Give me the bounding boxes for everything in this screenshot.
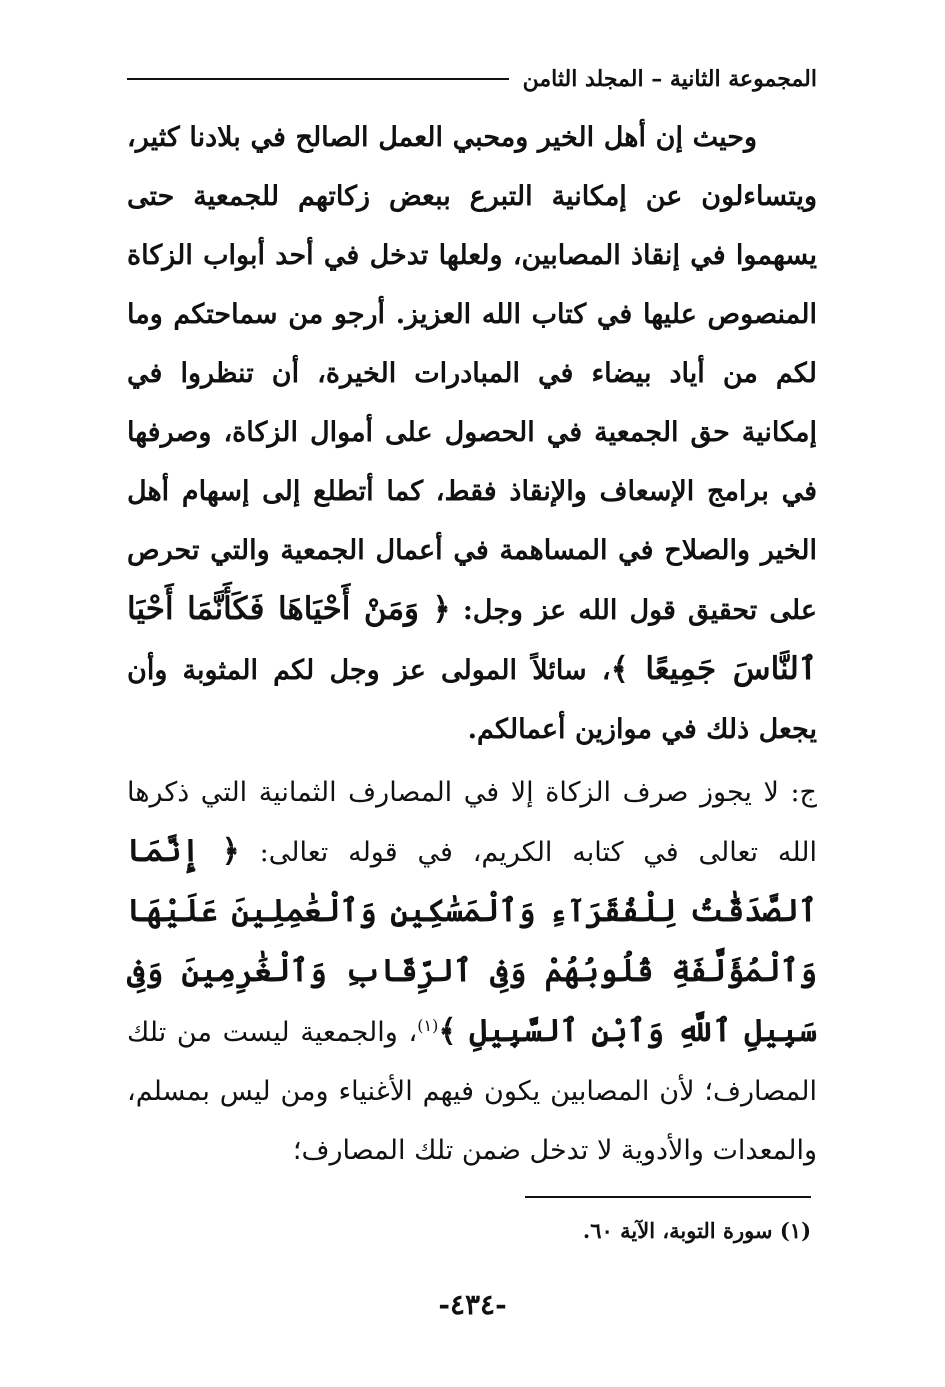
header-rule <box>127 78 509 80</box>
answer-verse: ﴿ إِنَّمَا ٱلصَّدَقَٰتُ لِلْفُقَرَآءِ وَٱلْمَسَٰكِينِ وَٱلْعَٰمِلِينَ عَلَيْهَا وَٱلْمُؤَلَّفَةِ قُلُوبُهُمْ وَفِى ٱلرِّقَابِ وَٱلْغَٰرِمِينَ وَفِى سَبِيلِ ٱللَّهِ وَٱبْنِ ٱلسَّبِيلِ ﴾ <box>127 833 817 1049</box>
page-number: -٤٣٤- <box>438 1288 507 1321</box>
question-text-after: ، سائلاً المولى عز وجل لكم المثوبة وأن يجعل ذلك في موازين أعمالكم. <box>127 655 817 745</box>
header-title: المجموعة الثانية – المجلد الثامن <box>522 66 817 92</box>
answer-text-after: ، والجمعية ليست من تلك المصارف؛ لأن المصابين يكون فيهم الأغنياء ومن ليس بمسلم، والمعدات والأدوية لا تدخل ضمن تلك المصارف؛ <box>127 1017 817 1166</box>
footnote-divider <box>525 1196 811 1198</box>
question-verse: ﴿ وَمَنْ أَحْيَاهَا فَكَأَنَّمَا أَحْيَا ٱلنَّاسَ جَمِيعًا ﴾ <box>127 591 818 687</box>
answer-paragraph <box>127 763 817 1180</box>
answer-lead: ج: لا يجوز صرف الزكاة إلا في المصارف الثمانية التي ذكرها الله تعالى في كتابه الكريم، في قوله تعالى: <box>127 777 817 868</box>
question-paragraph <box>127 108 817 759</box>
body-text <box>127 108 817 1180</box>
question-text: وحيث إن أهل الخير ومحبي العمل الصالح في بلادنا كثير، ويتساءلون عن إمكانية التبرع ببعض زكاتهم للجمعية حتى يسهموا في إنقاذ المصابين، ولعلها تدخل في أحد أبواب الزكاة المنصوص عليها في كتاب الله العزيز. أرجو من سماحتكم وما لكم من أياد بيضاء في المبادرات الخيرة، أن تنظروا في إمكانية حق الجمعية في الحصول على أموال الزكاة، وصرفها في برامج الإسعاف والإنقاذ فقط، كما أتطلع إلى إسهام أهل الخير والصلاح في المساهمة في أعمال الجمعية والتي تحرص على تحقيق قول الله عز وجل: <box>127 122 817 626</box>
footnote: (١) سورة التوبة، الآية ٦٠. <box>582 1218 811 1243</box>
running-header <box>127 62 817 96</box>
footnote-reference[interactable]: (١) <box>417 1016 439 1035</box>
